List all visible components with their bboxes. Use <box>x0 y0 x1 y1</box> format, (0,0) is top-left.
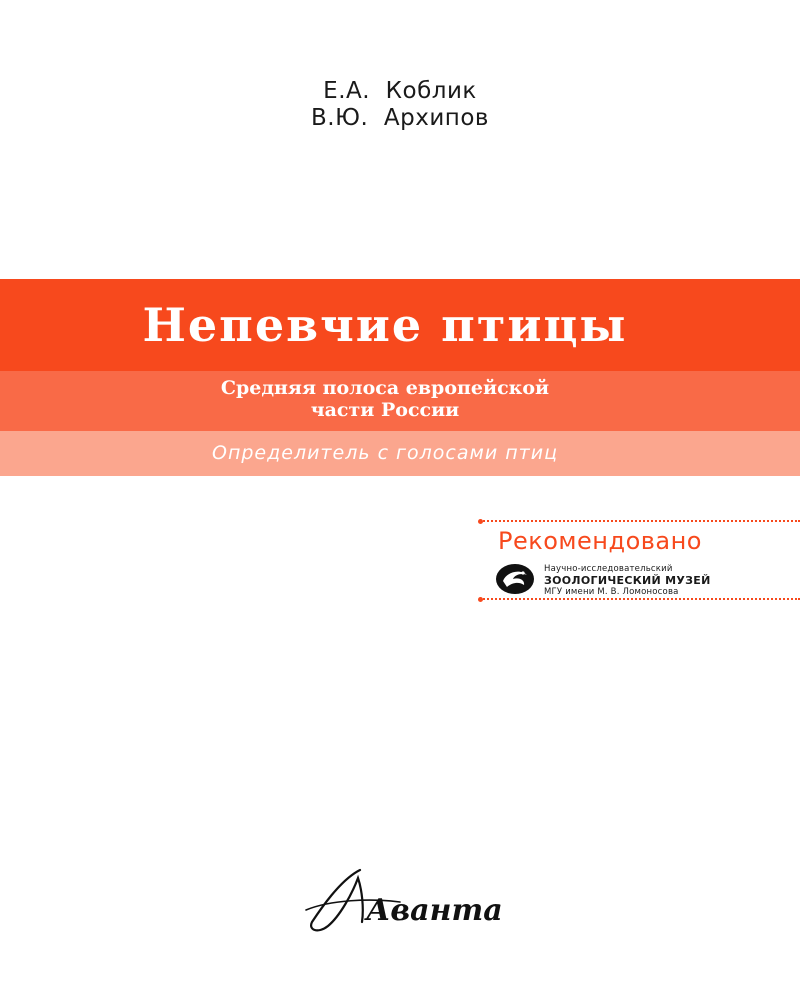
description-band <box>0 431 800 476</box>
publisher-name: Аванта <box>366 893 503 928</box>
avanta-logo-icon <box>300 860 503 940</box>
book-title: Непевчие птицы <box>142 298 628 352</box>
top-dotted-divider <box>480 520 800 522</box>
author-2: В.Ю. Архипов <box>311 105 489 131</box>
recommendation-label: Рекомендовано <box>498 527 702 555</box>
museum-logo-icon <box>495 561 535 595</box>
book-description: Определитель с голосами птиц <box>211 442 559 464</box>
subtitle-band <box>0 371 800 431</box>
subtitle-line-2: части России <box>310 399 460 421</box>
book-subtitle <box>0 377 770 421</box>
author-1: Е.А. Коблик <box>323 78 477 104</box>
bottom-dotted-divider <box>480 598 800 600</box>
museum-line-2: ЗООЛОГИЧЕСКИЙ МУЗЕЙ <box>544 574 711 587</box>
divider-end-dot <box>478 597 483 602</box>
museum-line-3: МГУ имени М. В. Ломоносова <box>544 587 679 597</box>
divider-end-dot <box>478 519 483 524</box>
subtitle-line-1: Средняя полоса европейской <box>220 377 550 399</box>
museum-name <box>544 564 711 597</box>
recommendation-block <box>480 517 800 603</box>
title-band <box>0 279 800 371</box>
museum-line-1: Научно-исследовательский <box>544 564 673 574</box>
authors-block <box>0 78 800 132</box>
